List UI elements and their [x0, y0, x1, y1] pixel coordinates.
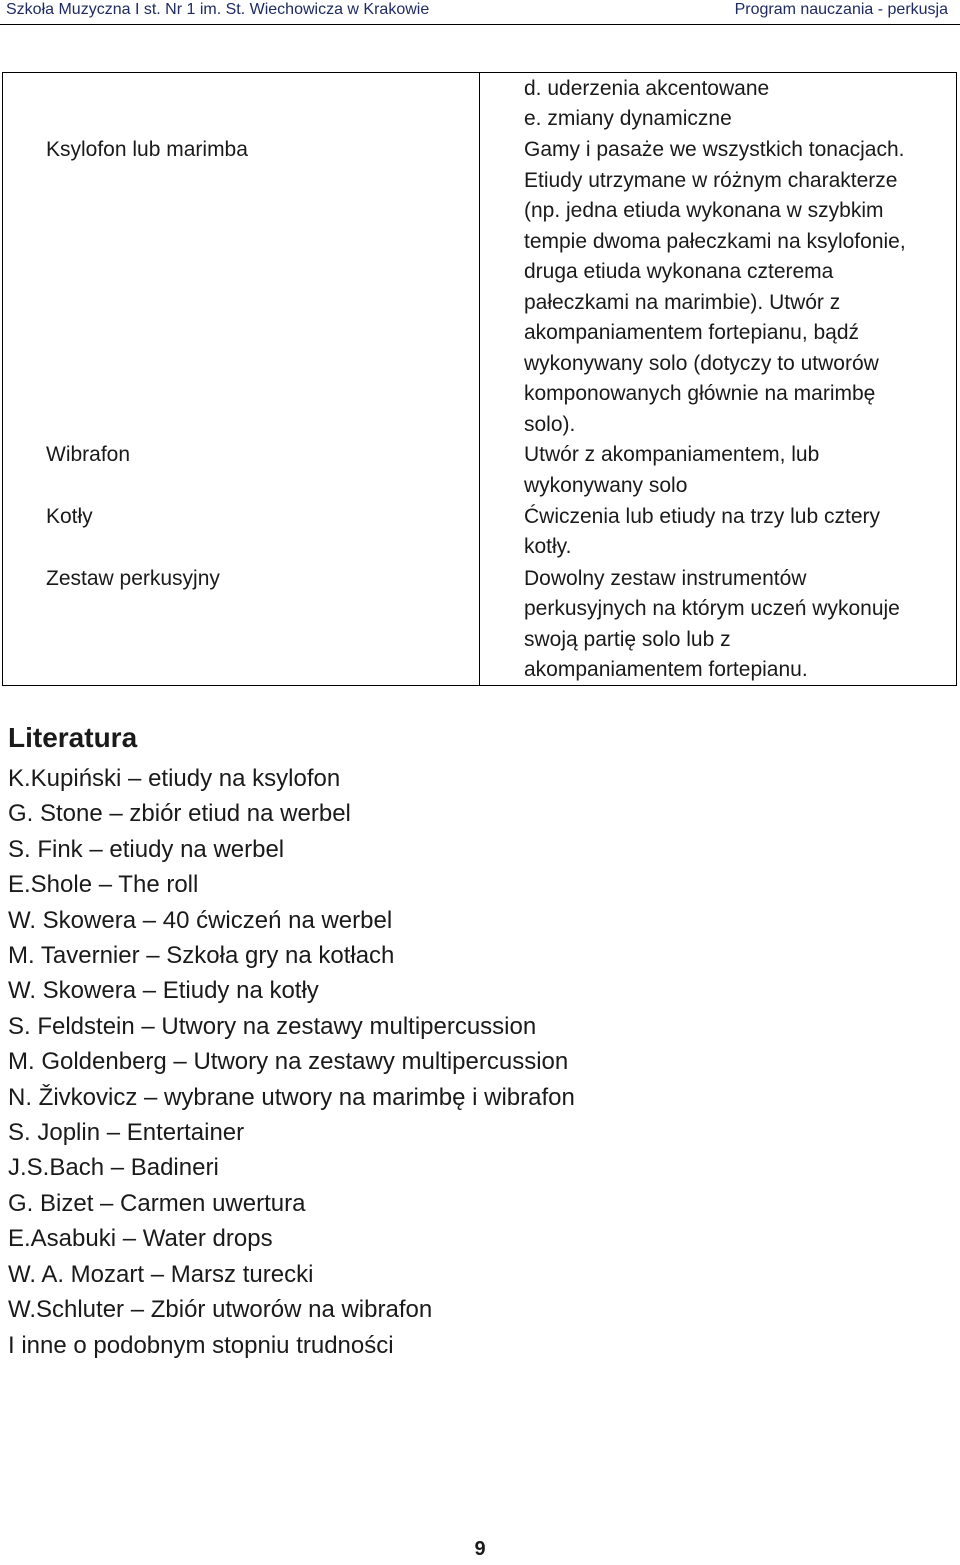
literature-item: J.S.Bach – Badineri	[8, 1154, 219, 1182]
literature-item: M. Goldenberg – Utwory na zestawy multipercussion	[8, 1048, 569, 1076]
literature-item: M. Tavernier – Szkoła gry na kotłach	[8, 942, 395, 970]
literature-item: I inne o podobnym stopniu trudności	[8, 1331, 394, 1359]
requirement-line: swoją partię solo lub z	[524, 628, 731, 651]
page-header	[0, 0, 960, 25]
literature-item: K.Kupiński – etiudy na ksylofon	[8, 765, 341, 792]
instrument-drumset: Zestaw perkusyjny	[46, 567, 220, 590]
requirement-line: (np. jedna etiuda wykonana w szybkim	[524, 199, 884, 222]
literature-item: W. Skowera – Etiudy na kotły	[8, 977, 319, 1005]
literature-item: G. Stone – zbiór etiud na werbel	[8, 800, 351, 828]
literature-item: E.Shole – The roll	[8, 871, 199, 899]
requirements-column	[480, 73, 957, 686]
literature-list	[8, 761, 575, 1363]
literature-heading: Literatura	[8, 722, 138, 753]
requirement-line: akompaniamentem fortepianu, bądź	[524, 321, 860, 344]
requirement-line: e. zmiany dynamiczne	[524, 107, 732, 130]
requirement-line: pałeczkami na marimbie). Utwór z	[524, 291, 841, 314]
requirement-line: d. uderzenia akcentowane	[524, 77, 770, 100]
literature-item: E.Asabuki – Water drops	[8, 1225, 273, 1253]
requirement-line: wykonywany solo	[524, 474, 688, 497]
requirement-line: wykonywany solo (dotyczy to utworów	[524, 352, 879, 375]
literature-item: W.Schluter – Zbiór utworów na wibrafon	[8, 1296, 433, 1324]
requirement-line: perkusyjnych na którym uczeń wykonuje	[524, 597, 900, 620]
curriculum-table	[2, 72, 957, 686]
requirement-line: akompaniamentem fortepianu.	[524, 658, 808, 681]
instrument-column	[3, 73, 480, 686]
literature-item: S. Feldstein – Utwory na zestawy multipercussion	[8, 1012, 537, 1040]
instrument-xylophone: Ksylofon lub marimba	[46, 138, 248, 161]
requirement-line: tempie dwoma pałeczkami na ksylofonie,	[524, 230, 906, 253]
page-number: 9	[474, 1538, 486, 1560]
literature-item: N. Živkovicz – wybrane utwory na marimbę i wibrafon	[8, 1083, 575, 1111]
literature-item: W. Skowera – 40 ćwiczeń na werbel	[8, 906, 393, 934]
requirement-line: komponowanych głównie na marimbę	[524, 382, 876, 405]
requirement-line: kotły.	[524, 535, 572, 558]
requirement-line: Etiudy utrzymane w różnym charakterze	[524, 169, 898, 192]
instrument-timpani: Kotły	[46, 505, 93, 528]
requirement-line: Dowolny zestaw instrumentów	[524, 567, 807, 590]
requirement-line: solo).	[524, 413, 576, 436]
requirements-text	[480, 73, 956, 685]
requirement-line: Utwór z akompaniamentem, lub	[524, 443, 820, 466]
requirement-line: druga etiuda wykonana czterema	[524, 260, 834, 283]
literature-item: G. Bizet – Carmen uwertura	[8, 1189, 306, 1217]
instrument-vibraphone: Wibrafon	[46, 443, 131, 466]
program-title: Program nauczania - perkusja	[734, 1, 948, 18]
school-name: Szkoła Muzyczna I st. Nr 1 im. St. Wiechowicza w Krakowie	[6, 1, 430, 18]
literature-item: S. Joplin – Entertainer	[8, 1119, 245, 1147]
literature-item: S. Fink – etiudy na werbel	[8, 835, 285, 863]
requirement-line: Ćwiczenia lub etiudy na trzy lub cztery	[524, 505, 880, 528]
literature-item: W. A. Mozart – Marsz turecki	[8, 1260, 314, 1288]
requirement-line: Gamy i pasaże we wszystkich tonacjach.	[524, 138, 905, 161]
